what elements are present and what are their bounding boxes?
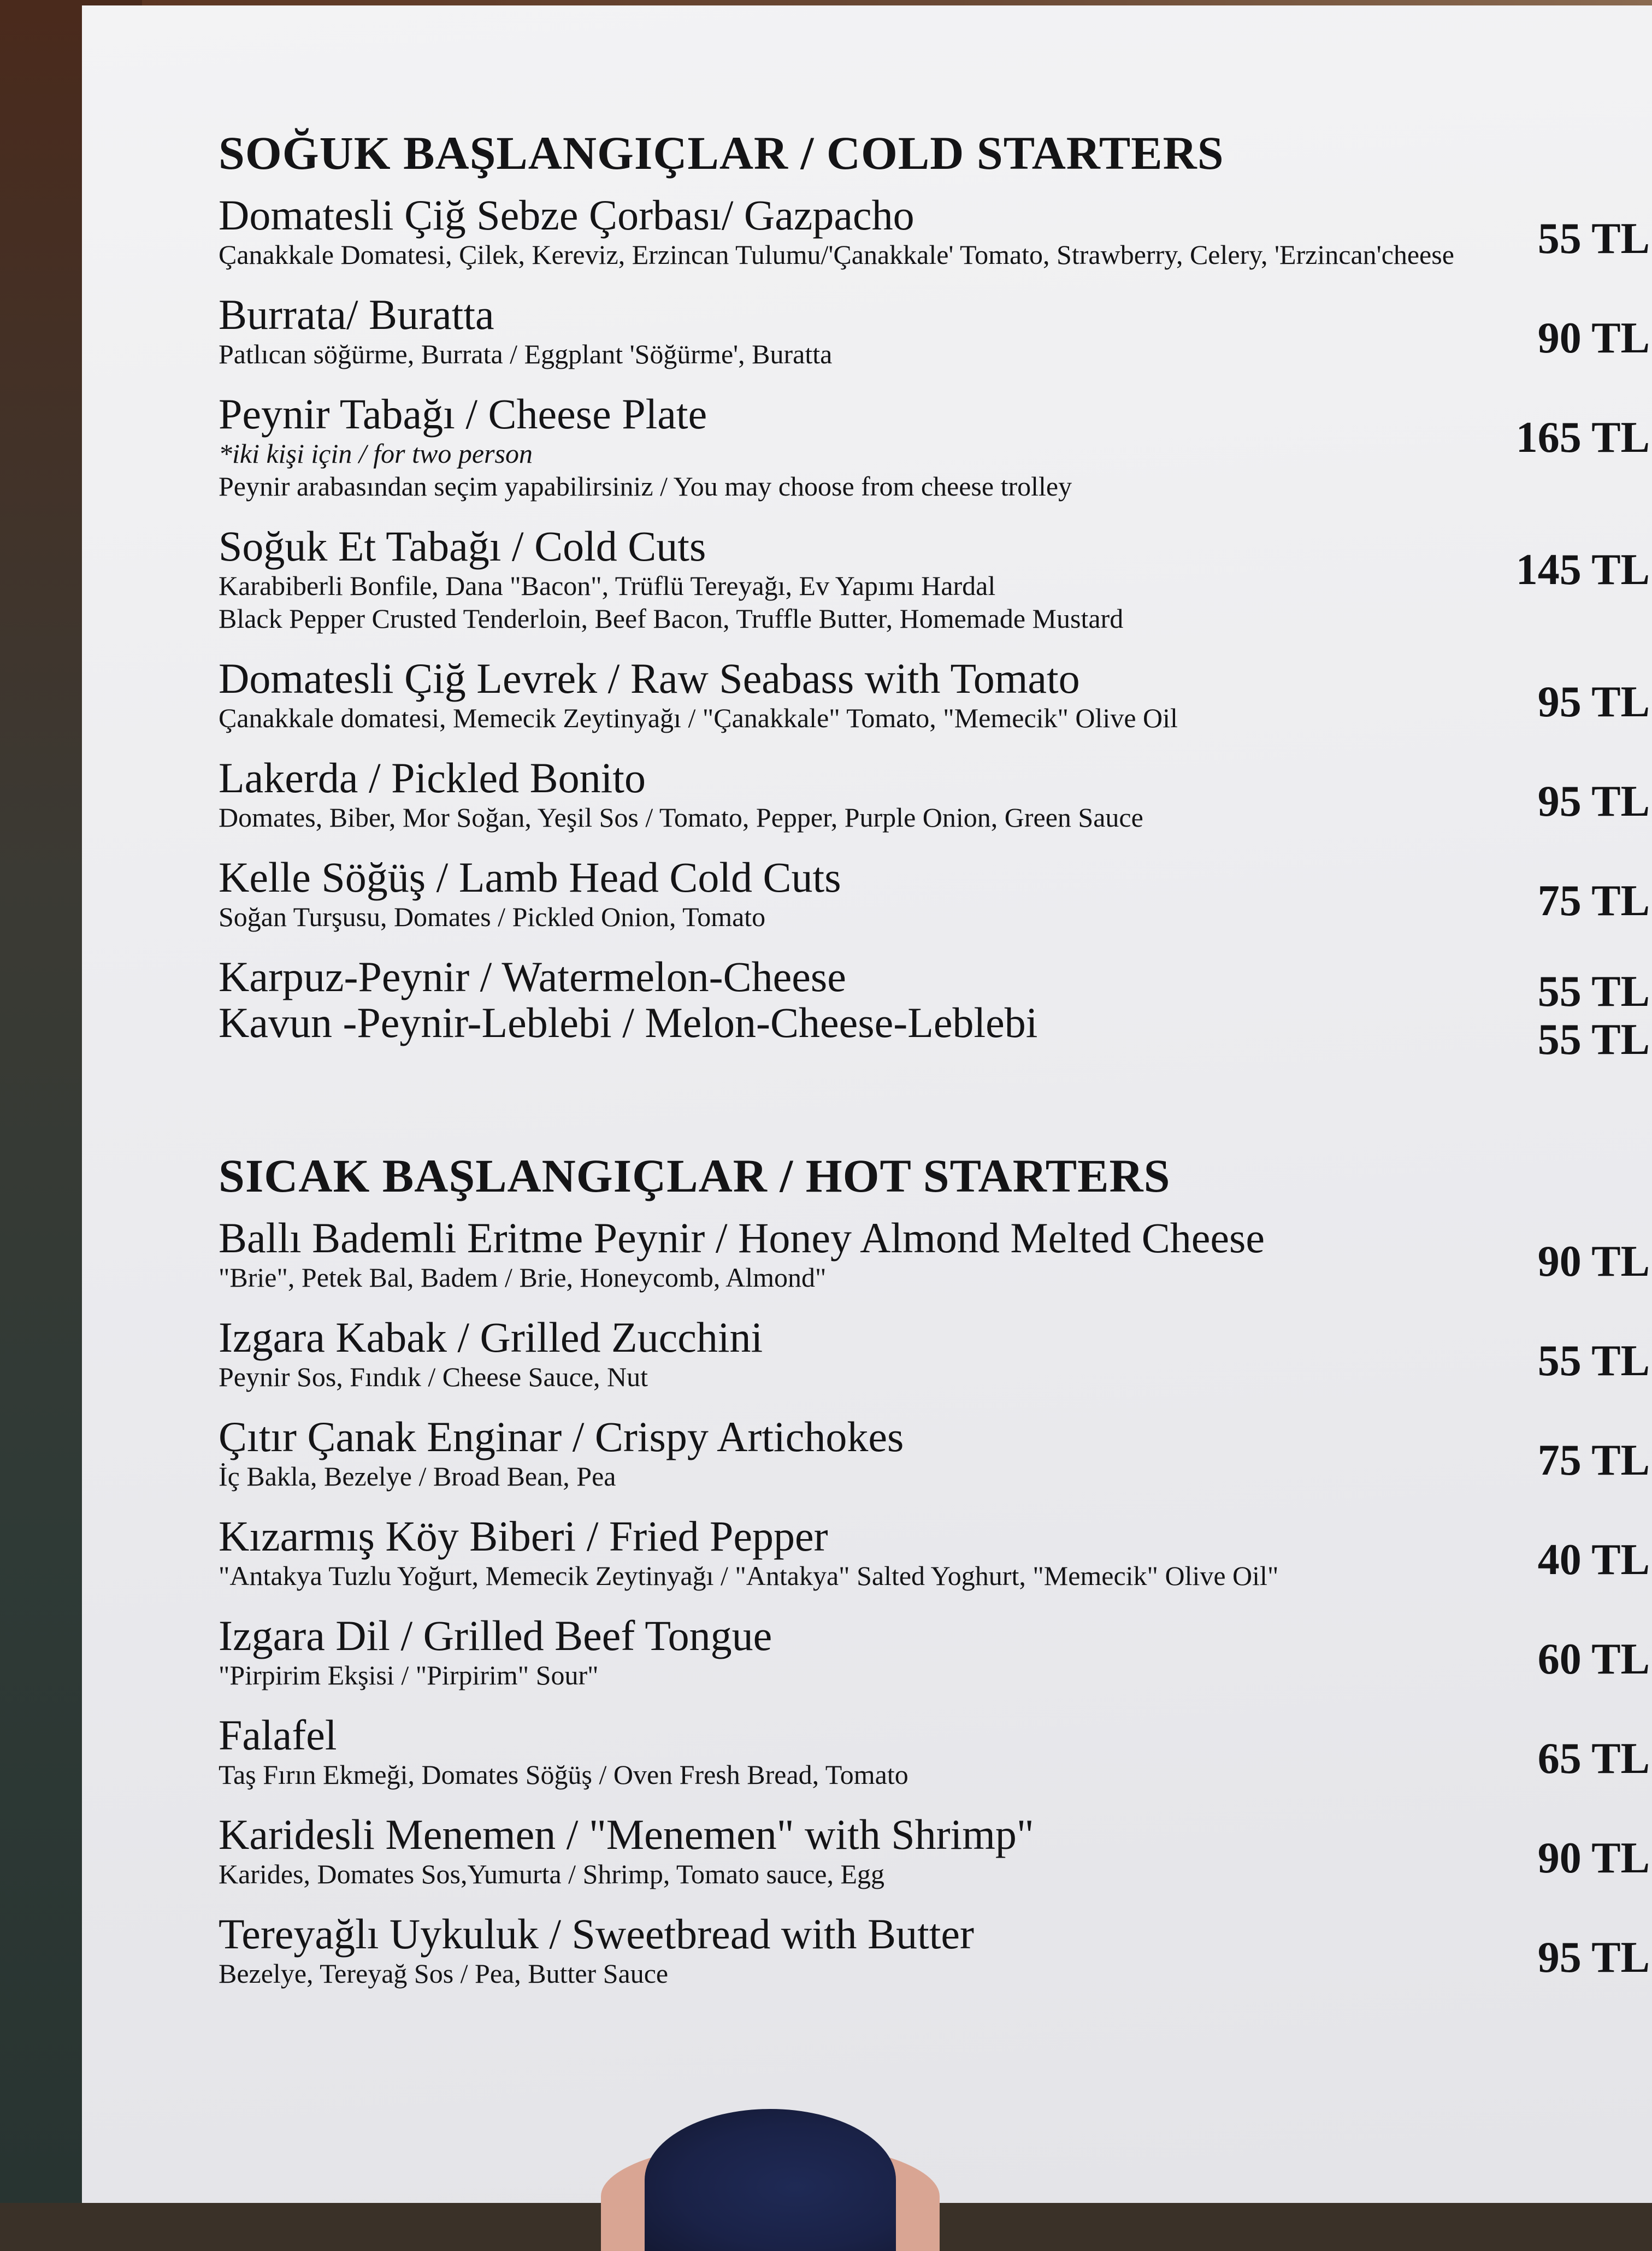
item-description: Çanakkale domatesi, Memecik Zeytinyağı / "Çanakkale" Tomato, "Memecik" Olive Oil bbox=[219, 703, 1178, 733]
item-price: 55 TL bbox=[1537, 1016, 1650, 1064]
item-price: 55 TL bbox=[1537, 215, 1650, 263]
menu-item bbox=[219, 1712, 1650, 1791]
section-title-cold-starters: SOĞUK BAŞLANGIÇLAR / COLD STARTERS bbox=[219, 127, 1224, 179]
item-description: "Brie", Petek Bal, Badem / Brie, Honeycomb, Almond" bbox=[219, 1262, 827, 1293]
item-name: Kavun -Peynir-Leblebi / Melon-Cheese-Leblebi bbox=[219, 999, 1038, 1046]
item-name: Kelle Söğüş / Lamb Head Cold Cuts bbox=[219, 853, 841, 901]
menu-item bbox=[219, 1414, 1650, 1493]
item-name: Lakerda / Pickled Bonito bbox=[219, 754, 646, 802]
menu-item bbox=[219, 1215, 1650, 1294]
item-description: Taş Fırın Ekmeği, Domates Söğüş / Oven Fresh Bread, Tomato bbox=[219, 1759, 908, 1790]
item-description: Karides, Domates Sos,Yumurta / Shrimp, Tomato sauce, Egg bbox=[219, 1859, 885, 1889]
item-description: Çanakkale Domatesi, Çilek, Kereviz, Erzincan Tulumu/'Çanakkale' Tomato, Strawberry, Celery, 'Erzincan'cheese bbox=[219, 239, 1454, 270]
item-name: Domatesli Çiğ Levrek / Raw Seabass with Tomato bbox=[219, 655, 1080, 702]
item-price: 55 TL bbox=[1537, 968, 1650, 1016]
item-name: Burrata/ Buratta bbox=[219, 291, 494, 338]
menu-item bbox=[219, 391, 1650, 503]
item-description: Patlıcan söğürme, Burrata / Eggplant 'Söğürme', Buratta bbox=[219, 339, 833, 369]
item-name: Falafel bbox=[219, 1711, 337, 1759]
menu-item bbox=[219, 1513, 1650, 1592]
item-description: "Pirpirim Ekşisi / "Pirpirim" Sour" bbox=[219, 1660, 599, 1690]
item-name: Tereyağlı Uykuluk / Sweetbread with Butter bbox=[219, 1910, 975, 1958]
item-price: 75 TL bbox=[1537, 877, 1650, 925]
menu-item bbox=[219, 1315, 1650, 1393]
item-note: *iki kişi için / for two person bbox=[219, 438, 533, 469]
menu-item bbox=[219, 1812, 1650, 1890]
item-name: Ballı Bademli Eritme Peynir / Honey Almond Melted Cheese bbox=[219, 1214, 1265, 1262]
item-price: 65 TL bbox=[1537, 1735, 1650, 1783]
item-name: Karidesli Menemen / "Menemen" with Shrimp" bbox=[219, 1811, 1034, 1858]
item-name: Soğuk Et Tabağı / Cold Cuts bbox=[219, 522, 706, 570]
item-price: 95 TL bbox=[1537, 678, 1650, 726]
menu-page bbox=[82, 5, 1652, 2203]
item-description-english: Black Pepper Crusted Tenderloin, Beef Bacon, Truffle Butter, Homemade Mustard bbox=[219, 603, 1124, 634]
menu-item-pair bbox=[219, 953, 1650, 1064]
item-name: Peynir Tabağı / Cheese Plate bbox=[219, 390, 707, 438]
item-description: "Antakya Tuzlu Yoğurt, Memecik Zeytinyağı / "Antakya" Salted Yoghurt, "Memecik" Olive Oil" bbox=[219, 1560, 1279, 1591]
item-price: 40 TL bbox=[1537, 1536, 1650, 1584]
item-name: Karpuz-Peynir / Watermelon-Cheese bbox=[219, 953, 846, 1000]
section-spacer bbox=[219, 1066, 1650, 1148]
item-name: Domatesli Çiğ Sebze Çorbası/ Gazpacho bbox=[219, 191, 914, 239]
menu-item bbox=[219, 1613, 1650, 1692]
item-description: Bezelye, Tereyağ Sos / Pea, Butter Sauce bbox=[219, 1958, 669, 1989]
item-price: 95 TL bbox=[1537, 1934, 1650, 1982]
menu-item bbox=[219, 292, 1650, 370]
item-price: 165 TL bbox=[1515, 414, 1650, 462]
item-name: Çıtır Çanak Enginar / Crispy Artichokes bbox=[219, 1413, 904, 1460]
item-price: 90 TL bbox=[1537, 1238, 1650, 1286]
item-description: Karabiberli Bonfile, Dana "Bacon", Trüflü Tereyağı, Ev Yapımı Hardal bbox=[219, 570, 996, 601]
item-description: Domates, Biber, Mor Soğan, Yeşil Sos / Tomato, Pepper, Purple Onion, Green Sauce bbox=[219, 802, 1143, 833]
fingernail bbox=[645, 2109, 896, 2251]
item-price: 95 TL bbox=[1537, 777, 1650, 826]
menu-item bbox=[219, 523, 1650, 635]
item-price: 75 TL bbox=[1537, 1436, 1650, 1484]
section-title-hot-starters: SICAK BAŞLANGIÇLAR / HOT STARTERS bbox=[219, 1150, 1171, 1202]
menu-item bbox=[219, 656, 1650, 734]
item-price: 90 TL bbox=[1537, 1834, 1650, 1882]
menu-item bbox=[219, 1911, 1650, 1990]
menu-content bbox=[219, 126, 1650, 2011]
item-name: Kızarmış Köy Biberi / Fried Pepper bbox=[219, 1512, 828, 1560]
item-price: 145 TL bbox=[1515, 546, 1650, 594]
item-description: Soğan Turşusu, Domates / Pickled Onion, Tomato bbox=[219, 901, 766, 932]
item-price: 90 TL bbox=[1537, 314, 1650, 362]
item-name: Izgara Dil / Grilled Beef Tongue bbox=[219, 1612, 772, 1659]
item-description: Peynir arabasından seçim yapabilirsiniz / You may choose from cheese trolley bbox=[219, 471, 1072, 502]
item-name: Izgara Kabak / Grilled Zucchini bbox=[219, 1313, 763, 1361]
item-price: 60 TL bbox=[1537, 1635, 1650, 1683]
item-price: 55 TL bbox=[1537, 1337, 1650, 1385]
item-description: Peynir Sos, Fındık / Cheese Sauce, Nut bbox=[219, 1362, 648, 1392]
item-description: İç Bakla, Bezelye / Broad Bean, Pea bbox=[219, 1461, 616, 1492]
menu-item bbox=[219, 855, 1650, 933]
menu-item bbox=[219, 192, 1650, 271]
menu-item bbox=[219, 755, 1650, 834]
